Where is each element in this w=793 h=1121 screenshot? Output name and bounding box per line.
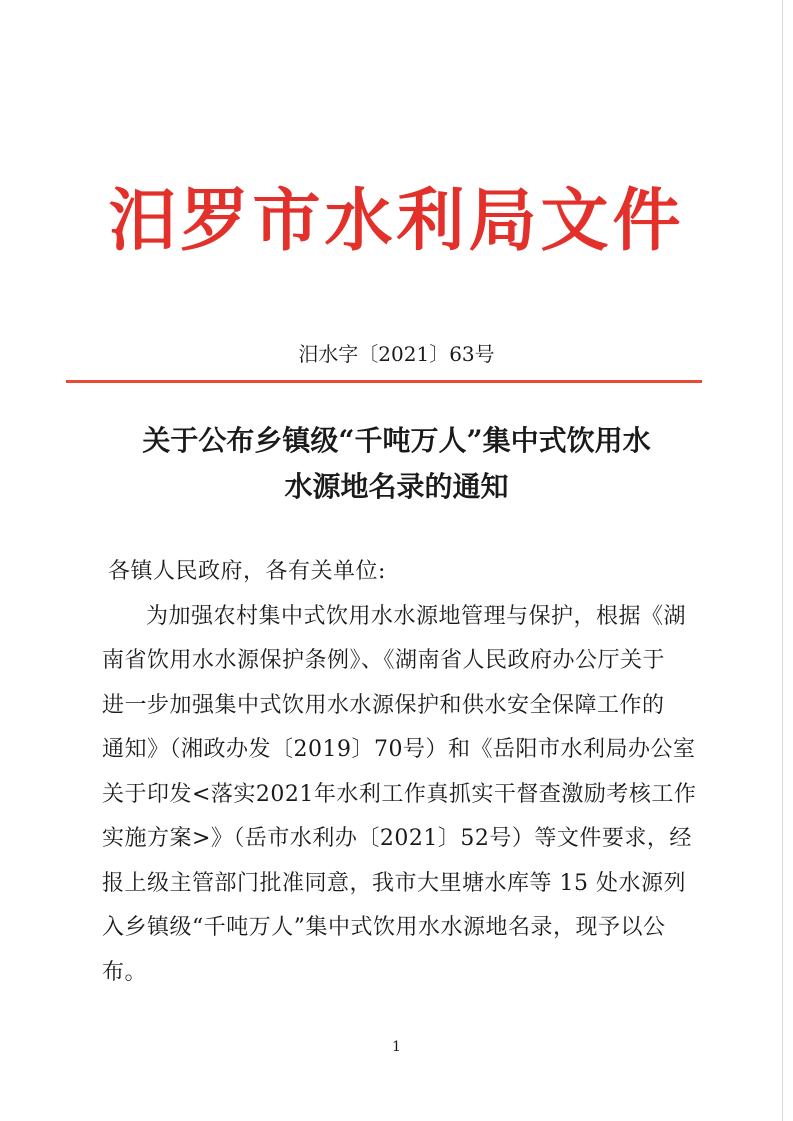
document-title-line-2: 水源地名录的通知 [284,470,509,503]
page-number: 1 [392,1039,401,1055]
letterhead-title: 汨罗市水利局文件 [108,181,685,261]
paragraph-line: 通知》（湘政办发〔2019〕70号）和《岳阳市水利局办公室 [102,737,696,762]
paragraph-line: 关于印发<落实2021年水利工作真抓实干督查激励考核工作 [102,781,697,807]
paragraph-line: 报上级主管部门批准同意，我市大里塘水库等 15 处水源列 [102,870,686,896]
document-body [102,550,697,995]
paragraph-line: 实施方案>》（岳市水利办〔2021〕52号）等文件要求，经 [102,826,692,851]
paragraph-line: 南省饮用水水源保护条例》、《湖南省人民政府办公厅关于 [102,648,666,673]
document-number: 汨水字〔2021〕63号 [298,342,495,366]
document-title [80,418,713,510]
document-title-line-1: 关于公布乡镇级“千吨万人”集中式饮用水 [142,424,651,457]
body-paragraph [102,595,697,996]
salutation: 各镇人民政府，各有关单位: [108,559,386,584]
scan-edge-line [782,0,783,1121]
paragraph-line: 进一步加强集中式饮用水水源保护和供水安全保障工作的 [102,692,665,718]
paragraph-line: 为加强农村集中式饮用水水源地管理与保护，根据《湖 [146,603,687,629]
red-separator-rule [66,380,702,383]
paragraph-line: 入乡镇级“千吨万人”集中式饮用水水源地名录，现予以公 [102,915,666,940]
paragraph-line: 布。 [102,959,148,985]
